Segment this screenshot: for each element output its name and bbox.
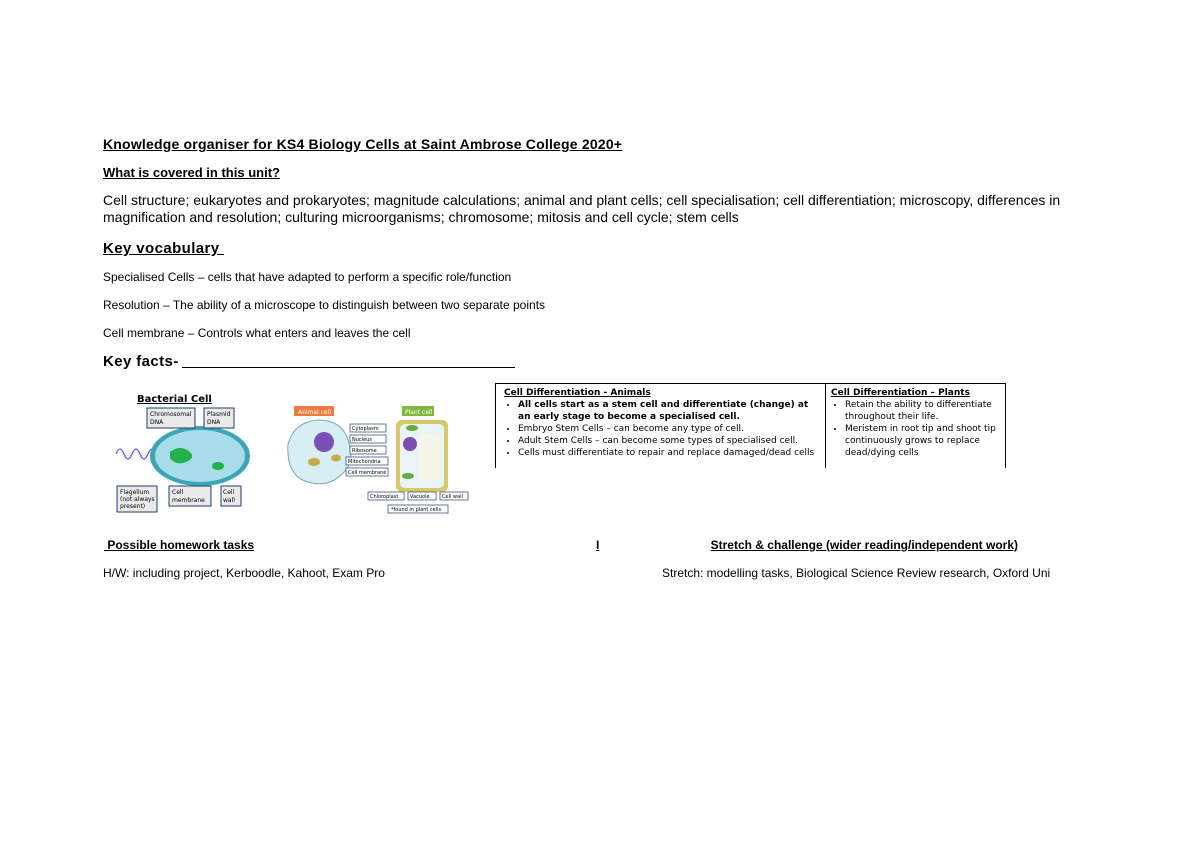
- page-title: Knowledge organiser for KS4 Biology Cells at Saint Ambrose College 2020+: [103, 136, 623, 152]
- diff-plants-title: Cell Differentiation – Plants: [831, 388, 970, 398]
- svg-text:Cell: Cell: [223, 489, 235, 496]
- cell-membrane-shape: [155, 430, 245, 482]
- vocab-item-resolution: Resolution – The ability of a microscope to distinguish between two separate points: [103, 298, 546, 312]
- plasmid-shape: [212, 462, 224, 470]
- svg-text:Animal cell: Animal cell: [298, 409, 331, 416]
- facts-heading: Key facts-: [103, 353, 179, 370]
- svg-text:present): present): [120, 503, 146, 510]
- vocab-item-membrane: Cell membrane – Controls what enters and leaves the cell: [103, 326, 411, 340]
- bacterial-cell-diagram: [112, 388, 262, 514]
- diff-animals-item: • All cells start as a stem cell and differentiate (change) at an early stage to become a specialised cell.: [518, 399, 819, 423]
- vocab-heading: Key vocabulary: [103, 240, 225, 257]
- svg-text:Mitochondria: Mitochondria: [348, 459, 381, 465]
- diff-animals-item: • Embryo Stem Cells – can become any type of cell.: [518, 423, 819, 435]
- svg-text:DNA: DNA: [207, 419, 221, 426]
- svg-text:Chloroplast: Chloroplast: [370, 494, 399, 500]
- animal-cell-shape: [288, 420, 351, 484]
- svg-text:Cell: Cell: [172, 489, 184, 496]
- svg-text:Nucleus: Nucleus: [352, 437, 372, 443]
- diff-plants-box: [825, 383, 1006, 468]
- animal-nucleus-shape: [314, 432, 334, 452]
- covered-text: Cell structure; eukaryotes and prokaryotes; magnitude calculations; animal and plant cells; cell specialisation; cell differentiation; microscopy, differences in magnification and resolution; culturing microorganisms; chromosome; mitosis and cell cycle; stem cells: [103, 192, 1061, 225]
- homework-text: H/W: including project, Kerboodle, Kahoot, Exam Pro: [103, 566, 385, 580]
- diff-animals-box: [495, 383, 826, 468]
- svg-text:Plasmid: Plasmid: [207, 411, 231, 418]
- covered-heading: What is covered in this unit?: [103, 165, 280, 180]
- homework-heading: Possible homework tasks: [104, 538, 255, 552]
- diff-animals-item: • Adult Stem Cells – can become some types of specialised cell.: [518, 435, 819, 447]
- svg-text:Flagellum: Flagellum: [120, 489, 150, 496]
- facts-underline: [182, 367, 515, 368]
- animal-plant-cell-diagram: [278, 404, 478, 516]
- diff-plants-item: • Meristem in root tip and shoot tip continuously grows to replace dead/dying cells: [845, 423, 999, 459]
- column-separator: I: [596, 538, 600, 552]
- svg-text:DNA: DNA: [150, 419, 164, 426]
- stretch-text: Stretch: modelling tasks, Biological Science Review research, Oxford Uni: [662, 566, 1051, 580]
- stretch-heading: Stretch & challenge (wider reading/independent work): [710, 538, 1018, 552]
- diff-animals-item: • Cells must differentiate to repair and replace damaged/dead cells: [518, 447, 819, 459]
- svg-text:Cytoplasm: Cytoplasm: [352, 426, 379, 432]
- svg-text:Plant cell: Plant cell: [405, 409, 433, 416]
- bacterial-title: Bacterial Cell: [137, 394, 212, 405]
- diff-plants-item: • Retain the ability to differentiate throughout their life.: [845, 399, 999, 423]
- svg-text:Cell membrane: Cell membrane: [348, 470, 387, 476]
- svg-text:Ribosome: Ribosome: [352, 448, 377, 454]
- svg-text:Chromosomal: Chromosomal: [150, 411, 192, 418]
- svg-text:*found in plant cells: *found in plant cells: [391, 507, 442, 513]
- svg-text:(not always: (not always: [120, 496, 155, 503]
- vocab-item-specialised: Specialised Cells – cells that have adapted to perform a specific role/function: [103, 270, 512, 284]
- diff-animals-title: Cell Differentiation - Animals: [504, 388, 651, 398]
- flagellum-shape: [116, 449, 156, 459]
- svg-text:Cell wall: Cell wall: [442, 494, 463, 500]
- svg-text:Vacuole: Vacuole: [410, 494, 430, 500]
- svg-text:wall: wall: [223, 497, 235, 504]
- svg-text:membrane: membrane: [172, 497, 205, 504]
